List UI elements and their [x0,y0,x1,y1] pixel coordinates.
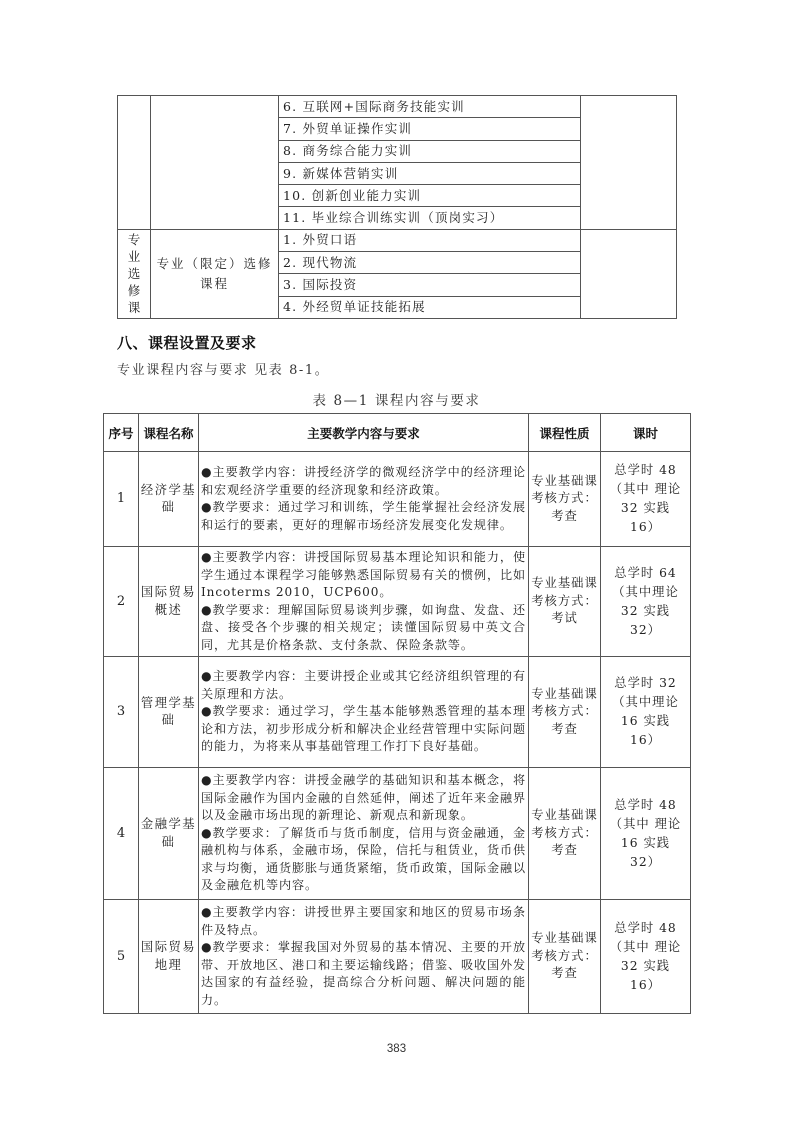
table-caption: 表 8—1 课程内容与要求 [312,393,481,409]
course-nature [529,547,601,657]
page-number: 383 [386,1043,407,1055]
assessment-text: 考核方式：考试 [531,593,598,626]
course-number: 4 [104,768,139,900]
vertical-label-char: 课 [127,300,141,316]
course-hours: 总学时 48（其中 理论 16 实践 32） [601,768,691,900]
empty-remark-cell [581,96,677,230]
table-row [118,96,677,118]
course-hours: 总学时 32（其中理论 16 实践 16） [601,657,691,768]
assessment-text: 考核方式：考查 [531,704,598,736]
main-content-text: ●主要教学内容：讲授经济学的微观经济学中的经济理论和宏观经济学重要的经济现象和经济政策。 [201,465,526,497]
header-content: 主要教学内容与要求 [199,414,529,452]
table-row [104,452,691,547]
practical-item: 8. 商务综合能力实训 [279,140,581,162]
course-content [199,547,529,657]
course-hours: 总学时 64（其中理论 32 实践 32） [601,547,691,657]
header-name: 课程名称 [139,414,199,452]
course-number: 3 [104,657,139,768]
practical-item: 6. 互联网+国际商务技能实训 [279,96,581,118]
requirement-text: ●教学要求：掌握我国对外贸易的基本情况、主要的开放带、开放地区、港口和主要运输线路；借鉴、吸收国外发达国家的有益经验，提高综合分析问题、解决问题的能力。 [201,940,526,1007]
course-content [199,657,529,768]
table-row [104,657,691,768]
course-content [199,768,529,900]
table-row [118,229,677,251]
main-content-text: ●主要教学内容：讲授国际贸易基本理论知识和能力，使学生通过本课程学习能够熟悉国际贸易有关的惯例，比如 Incoterms 2010，UCP600。 [201,550,526,599]
practical-item: 9. 新媒体营销实训 [279,162,581,184]
elective-item: 3. 国际投资 [279,274,581,296]
course-number: 5 [104,900,139,1014]
section-heading: 八、课程设置及要求 [117,334,257,352]
nature-text: 专业基础课 [531,931,598,946]
nature-text: 专业基础课 [531,473,598,488]
main-content-text: ●主要教学内容：主要讲授企业或其它经济组织管理的有关原理和方法。 [201,669,526,701]
course-hours: 总学时 48（其中 理论 32 实践 16） [601,900,691,1014]
course-name: 管理学基础 [139,657,199,768]
vertical-label-char: 业 [127,249,141,265]
course-name: 金融学基础 [139,768,199,900]
elective-item: 4. 外经贸单证技能拓展 [279,296,581,318]
elective-group-label [118,229,151,318]
table-row [104,768,691,900]
header-hours: 课时 [601,414,691,452]
vertical-label-char: 专 [127,232,141,248]
course-number: 1 [104,452,139,547]
elective-group-label-text [118,231,150,316]
course-number: 2 [104,547,139,657]
course-content-table [103,413,691,1014]
course-hours: 总学时 48（其中 理论 32 实践 16） [601,452,691,547]
course-name: 经济学基础 [139,452,199,547]
header-nature: 课程性质 [529,414,601,452]
elective-category: 专业（限定）选修课程 [151,229,279,318]
main-content-text: ●主要教学内容：讲授金融学的基础知识和基本概念，将国际金融作为国内金融的自然延伸，阐述了近年来金融界以及金融市场出现的新理论、新观点和新现象。 [201,773,526,823]
practical-item: 10. 创新创业能力实训 [279,185,581,207]
course-name: 国际贸易地理 [139,900,199,1014]
assessment-text: 考核方式：考查 [531,825,598,858]
requirement-text: ●教学要求：理解国际贸易谈判步骤，如询盘、发盘、还盘、接受各个步骤的相关规定；读懂国际贸易中英文合同，尤其是价格条款、支付条款、保险条款等。 [201,602,526,652]
assessment-text: 考核方式：考查 [531,948,598,981]
requirement-text: ●教学要求：通过学习和训练，学生能掌握社会经济发展和运行的要素，更好的理解市场经济发展变化发规律。 [201,500,526,532]
empty-remark-cell [581,229,677,318]
elective-item: 2. 现代物流 [279,252,581,274]
elective-item: 1. 外贸口语 [279,229,581,251]
requirement-text: ●教学要求：了解货币与货币制度，信用与资金融通，金融机构与体系，金融市场，保险，信托与租赁业，货币供求与均衡，通货膨胀与通货紧缩，货币政策，国际金融以及金融危机等内容。 [201,825,526,893]
course-nature [529,657,601,768]
table-header-row [104,414,691,452]
assessment-text: 考核方式：考查 [531,491,598,523]
table-row [104,900,691,1014]
main-content-text: ●主要教学内容：讲授世界主要国家和地区的贸易市场条件及特点。 [201,905,526,937]
table-row [104,547,691,657]
course-nature [529,900,601,1014]
practical-item: 7. 外贸单证操作实训 [279,118,581,140]
course-name: 国际贸易概述 [139,547,199,657]
course-nature [529,452,601,547]
practical-item: 11. 毕业综合训练实训（顶岗实习） [279,207,581,229]
nature-text: 专业基础课 [531,686,598,701]
nature-text: 专业基础课 [531,808,598,823]
empty-category-cell [151,96,279,230]
course-structure-table-continued [117,95,677,319]
vertical-label-char: 选 [127,266,141,282]
nature-text: 专业基础课 [531,576,598,591]
empty-group-cell [118,96,151,230]
course-nature [529,768,601,900]
vertical-label-char: 修 [127,283,141,299]
requirement-text: ●教学要求：通过学习，学生基本能够熟悉管理的基本理论和方法，初步形成分析和解决企业经营管理中实际问题的能力，为将来从事基础管理工作打下良好基础。 [201,704,526,754]
intro-paragraph: 专业课程内容与要求 见表 8-1。 [117,363,330,378]
course-content [199,452,529,547]
header-no: 序号 [104,414,139,452]
course-content [199,900,529,1014]
